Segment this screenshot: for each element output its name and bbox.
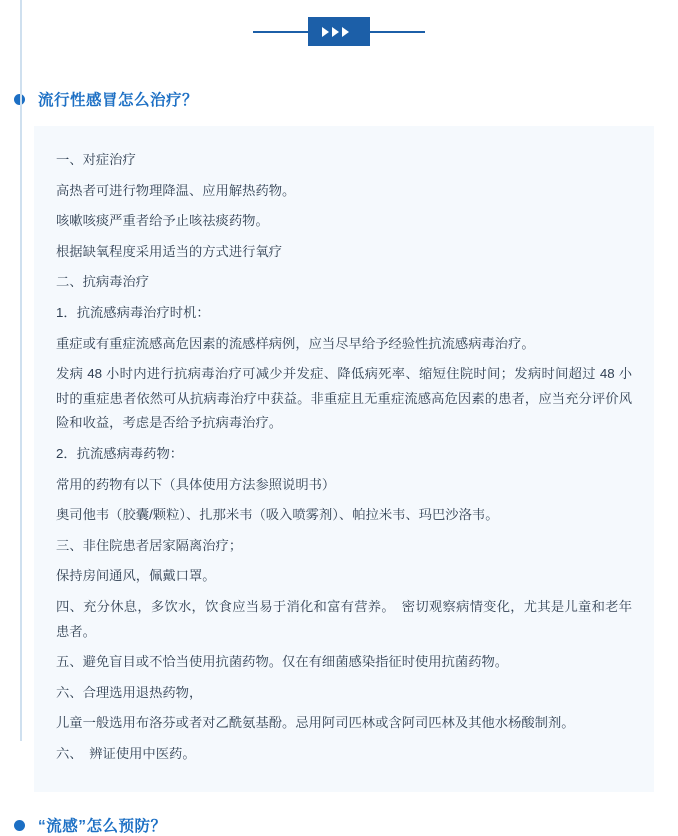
content-line: 儿童一般选用布洛芬或者对乙酰氨基酚。忌用阿司匹林或含阿司匹林及其他水杨酸制剂。 — [56, 715, 575, 731]
content-line: 常用的药物有以下（具体使用方法参照说明书） — [56, 476, 336, 492]
section-title-prevention: “流感”怎么预防？ — [38, 818, 167, 836]
content-line: 二、抗病毒治疗 — [56, 274, 150, 290]
content-line: 高热者可进行物理降温、应用解热药物。 — [56, 182, 296, 198]
content-line: 重症或有重症流感高危因素的流感样病例，应当尽早给予经验性抗流感病毒治疗。 — [56, 335, 535, 351]
content-line: 五、避免盲目或不恰当使用抗菌药物。仅在有细菌感染指征时使用抗菌药物。 — [56, 654, 509, 670]
section-heading-prevention — [0, 814, 678, 836]
content-line: 六、合理选用退热药物， — [56, 684, 203, 700]
content-line: 三、非住院患者居家隔离治疗； — [56, 537, 243, 553]
page-title: 流行性感冒怎么治疗？ — [38, 92, 199, 109]
content-line: 1．抗流感病毒治疗时机： — [56, 304, 210, 320]
left-vertical-rail — [20, 0, 22, 741]
banner-line-right — [370, 31, 425, 33]
banner-line-left — [253, 31, 308, 33]
content-line: 四、充分休息，多饮水，饮食应当易于消化和富有营养。 密切观察病情变化，尤其是儿童和老年患者。 — [56, 598, 632, 639]
blue-dot-icon — [14, 820, 25, 831]
content-line: 发病 48 小时内进行抗病毒治疗可减少并发症、降低病死率、缩短住院时间；发病时间超过 48 小时的重症患者依然可从抗病毒治疗中获益。非重症且无重症流感高危因素的患者，应当充分评价风险和收益，考虑是否给予抗病毒治疗。 — [56, 366, 632, 431]
top-arrow-banner — [0, 0, 678, 64]
content-line: 2．抗流感病毒药物： — [56, 445, 184, 461]
treatment-content-card — [34, 126, 654, 792]
content-line: 咳嗽咳痰严重者给予止咳祛痰药物。 — [56, 213, 269, 229]
section-heading-treatment — [0, 88, 678, 110]
content-line: 六、 辨证使用中医药。 — [56, 745, 196, 761]
content-line: 奥司他韦（胶囊/颗粒）、扎那米韦（吸入喷雾剂）、帕拉米韦、玛巴沙洛韦。 — [56, 507, 499, 523]
content-line: 根据缺氧程度采用适当的方式进行氧疗 — [56, 243, 283, 259]
content-line: 保持房间通风，佩戴口罩。 — [56, 568, 216, 584]
triple-chevron-right-icon — [308, 17, 370, 46]
content-line: 一、对症治疗 — [56, 152, 136, 167]
